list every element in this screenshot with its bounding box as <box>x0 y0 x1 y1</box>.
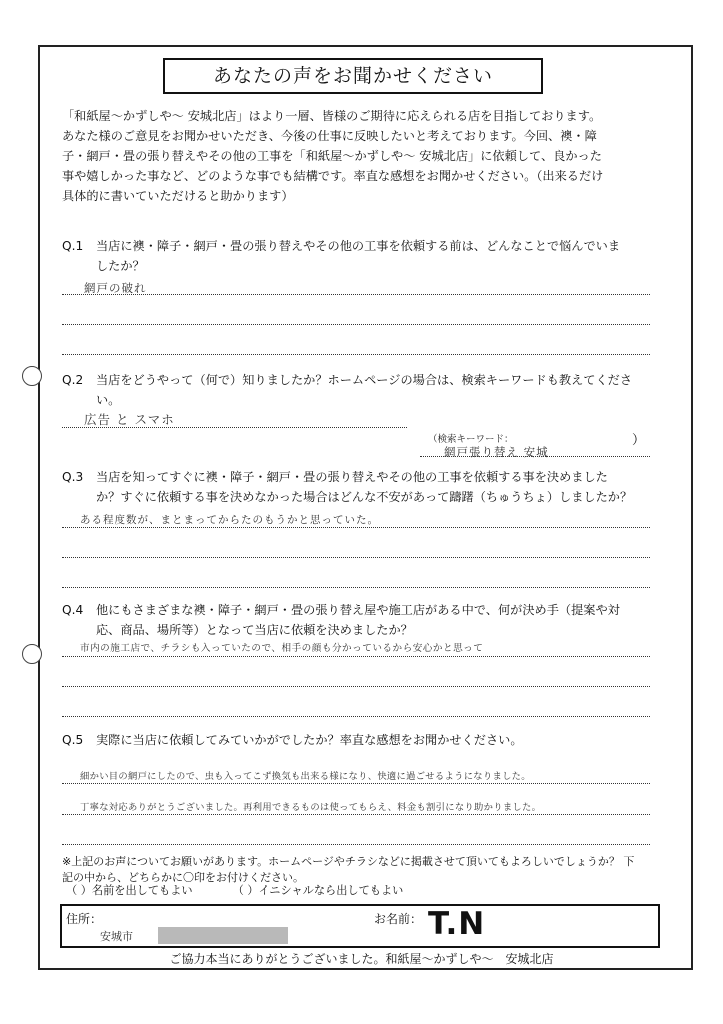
question-5 <box>62 730 662 750</box>
address-label: 住所： <box>66 912 103 926</box>
answer-text: 網戸の破れ <box>84 281 147 295</box>
question-number: Q.3 <box>62 470 84 484</box>
permission-choices <box>66 882 403 898</box>
question-number: Q.2 <box>62 373 84 387</box>
answer-line <box>420 456 650 457</box>
question-2 <box>62 370 662 410</box>
answer-line <box>62 656 650 657</box>
keyword-answer: 網戸張り替え 安城 <box>444 445 549 459</box>
question-number: Q.5 <box>62 733 84 747</box>
answer-line <box>62 354 650 355</box>
question-text: 実際に当店に依頼してみていかがでしたか？率直な感想をお聞かせください。 <box>96 733 523 747</box>
answer-text: ある程度数が、まとまってからたのもうかと思っていた。 <box>80 514 379 526</box>
name-label: お名前： <box>374 912 423 926</box>
keyword-close: ） <box>632 433 646 448</box>
answer-line <box>62 557 650 558</box>
answer-line <box>62 814 650 815</box>
answer-line <box>62 587 650 588</box>
question-number: Q.1 <box>62 239 84 253</box>
redacted-address <box>158 927 288 944</box>
question-text: 当店に襖・障子・網戸・畳の張り替えやその他の工事を依頼する前は、どんなことで悩んでいま したか？ <box>96 239 621 273</box>
answer-text: 丁寧な対応ありがとうございました。再利用できるものは使ってもらえ、料金も割引になり助かりました。 <box>80 802 542 813</box>
answer-line <box>62 844 650 845</box>
choice-name-ok[interactable]: （ ）名前を出してもよい <box>66 884 193 897</box>
permission-note: ※上記のお声についてお願いがあります。ホームページやチラシなどに掲載させて頂いてもよろしいでしょうか？ 下 記の中から、どちらかに〇印をお付けください。 <box>62 855 635 884</box>
page-title: あなたの声をお聞かせください <box>163 58 543 94</box>
question-1 <box>62 236 662 276</box>
name-value: T.N <box>428 906 486 942</box>
address-value: 安城市 <box>100 930 133 943</box>
answer-line <box>62 527 650 528</box>
question-text: 他にもさまざまな襖・障子・網戸・畳の張り替え屋や施工店がある中で、何が決め手（提案や対 応、商品、場所等）となって当店に依頼を決めましたか？ <box>96 603 620 637</box>
question-3 <box>62 467 662 507</box>
punch-hole-bottom <box>22 644 42 664</box>
customer-info-box <box>60 904 660 948</box>
answer-line <box>62 783 650 784</box>
intro-text: 「和紙屋〜かずしや〜 安城北店」はより一層、皆様のご期待に応えられる店を目指しております。 あなた様のご意見をお聞かせいただき、今後の仕事に反映したいと考えております。今回、襖・障 子・網戸・畳の張り替えやその他の工事を「和紙屋〜かずしや〜 安城北店」に依頼して、良かった 事や嬉しかった事など、どのような事でも結構です。率直な感想をお聞かせください。（出来るだけ 具体的に書いていただけると助かります） <box>62 109 604 203</box>
keyword-label: （検索キーワード： <box>428 434 514 445</box>
answer-line <box>62 294 650 295</box>
answer-text: 細かい目の網戸にしたので、虫も入ってこず換気も出来る様になり、快適に過ごせるようになりました。 <box>80 771 531 782</box>
question-number: Q.4 <box>62 603 84 617</box>
choice-initials-ok[interactable]: （ ）イニシャルなら出してもよい <box>232 884 404 897</box>
question-text: 当店をどうやって（何で）知りましたか？ホームページの場合は、検索キーワードも教えてくださ い。 <box>96 373 633 407</box>
answer-line <box>62 427 407 428</box>
answer-text: 市内の施工店で、チラシも入っていたので、相手の顔も分かっているから安心かと思って <box>80 643 484 654</box>
answer-text: 広告 と スマホ <box>84 412 175 427</box>
question-4 <box>62 600 662 640</box>
answer-line <box>62 324 650 325</box>
footer-thanks: ご協力本当にありがとうございました。和紙屋〜かずしや〜 安城北店 <box>169 952 554 966</box>
answer-line <box>62 716 650 717</box>
question-text: 当店を知ってすぐに襖・障子・網戸・畳の張り替えやその他の工事を依頼する事を決めました か？すぐに依頼する事を決めなかった場合はどんな不安があって躊躇（ちゅうちょ）しましたか？ <box>96 470 633 504</box>
punch-hole-top <box>22 366 42 386</box>
answer-line <box>62 686 650 687</box>
